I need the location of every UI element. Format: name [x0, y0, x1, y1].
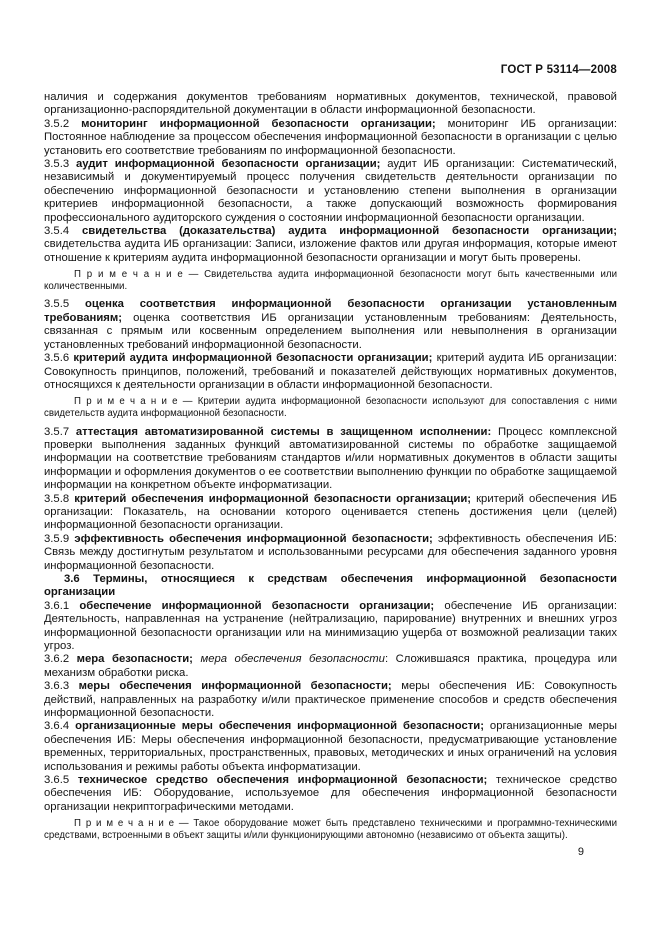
- text-run-regular: 3.5.5: [44, 298, 85, 311]
- text-run-bold: мера безопасности;: [76, 653, 193, 666]
- text-run-bold: 3.6 Термины, относящиеся к средствам обеспечения информационной безопасности организации: [44, 572, 617, 599]
- paragraph-term-3-6-5: [44, 774, 617, 814]
- text-run-regular: П р и м е ч а н и е — Критерии аудита информационной безопасности используют для сопоставления с ними свидетельств аудита информационной безопасности.: [44, 396, 617, 419]
- text-run-bold: аудит информационной безопасности организации;: [75, 158, 381, 171]
- text-run-bold: мониторинг информационной безопасности организации;: [81, 117, 436, 130]
- text-run-regular: : Сложившаяся практика, процедура или механизм обработки риска.: [44, 653, 618, 679]
- text-run-regular: Процесс комплексной проверки выполнения заданных функций автоматизированной системы по обработке защищаемой информации на соответствие требованиям стандартов и/или нормативных документов в области защиты информации и оформления документов о ее соответствии выполнению функции по обработке защищаемой информации на конкретном объекте информатизации.: [44, 425, 618, 492]
- paragraph-term-3-5-3: [44, 158, 617, 225]
- paragraph-note-3: [44, 818, 617, 841]
- text-run-bold: техническое средство обеспечения информационной безопасности;: [77, 774, 488, 787]
- paragraph-term-3-6-4: [44, 720, 617, 774]
- text-run-regular: мониторинг ИБ организации: Постоянное наблюдение за процессом обеспечения информационной безопасности в организации с целью установить его соответствие требованиям по информационной безопасности.: [44, 117, 618, 157]
- text-run-regular: 3.6.3: [44, 680, 79, 693]
- paragraph-continuation-3-5-1: [44, 91, 617, 118]
- text-run-regular: свидетельства аудита ИБ организации: Записи, изложение фактов или другая информация, которые имеют отношение к критериям аудита информационной безопасности организации и могут быть проверены.: [44, 238, 617, 264]
- paragraph-term-3-5-5: [44, 298, 617, 352]
- text-run-regular: П р и м е ч а н и е — Свидетельства аудита информационной безопасности могут быть качественными или количественными.: [44, 269, 617, 292]
- text-run-regular: 3.6.2: [44, 653, 77, 666]
- text-run-regular: 3.5.6: [44, 352, 74, 365]
- text-run-bold: меры обеспечения информационной безопасности;: [78, 680, 392, 693]
- text-run-regular: П р и м е ч а н и е — Такое оборудование может быть представлено техническими и программно-техническими средствами, встроенными в объект защиты и/или функционирующими автономно (независимо от объекта защиты).: [44, 818, 617, 841]
- paragraph-term-3-5-8: [44, 493, 617, 533]
- text-run-regular: 3.6.5: [44, 774, 78, 787]
- text-run-regular: техническое средство обеспечения ИБ: Оборудование, используемое для обеспечения информационной безопасности организации некриптографическими методами.: [44, 774, 618, 813]
- paragraph-heading-3-6: [44, 573, 617, 600]
- text-run-bold: критерий обеспечения информационной безопасности организации;: [74, 492, 472, 505]
- text-run-regular: аудит ИБ организации: Систематический, независимый и документируемый процесс получения свидетельств деятельности организации по обеспечению информационной безопасности и установлению степени выполнения в организации критериев информационной безопасности, а также допускающий возможность формирования профессионального аудиторского суждения о состоянии информационной безопасности организации.: [44, 158, 618, 224]
- text-run-regular: наличия и содержания документов требованиям нормативных документов, технической, правовой организационно-распорядительной документации в области информационной безопасности.: [44, 91, 617, 117]
- text-run-regular: меры обеспечения ИБ: Совокупность действий, направленных на разработку и/или практическое применение способов и средств обеспечения информационной безопасности.: [44, 680, 617, 720]
- paragraph-term-3-6-2: [44, 653, 617, 680]
- standard-designation: ГОСТ Р 53114—2008: [500, 64, 617, 76]
- paragraph-term-3-5-4: [44, 225, 617, 265]
- page-footer: [44, 846, 584, 858]
- paragraph-term-3-6-3: [44, 680, 617, 720]
- text-run-regular: 3.5.3: [44, 158, 76, 171]
- text-run-regular: 3.5.4: [44, 225, 82, 238]
- text-run-regular: критерий обеспечения ИБ организации: Показатель, на основании которого оценивается степень достижения цели (целей) информационной безопасности организации.: [44, 492, 618, 532]
- text-run-italic: мера обеспечения безопасности: [192, 653, 385, 666]
- text-run-bold: критерий аудита информационной безопасности организации;: [73, 352, 433, 365]
- text-run-bold: аттестация автоматизированной системы в защищенном исполнении:: [75, 425, 492, 438]
- text-run-regular: организационные меры обеспечения ИБ: Меры обеспечения информационной безопасности, предусматривающие установление временных, территориальных, пространственных, правовых, методических и иных ограничений на условия использования и режимы работы объекта информатизации.: [44, 720, 617, 773]
- text-run-bold: эффективность обеспечения информационной безопасности;: [74, 532, 433, 545]
- paragraph-term-3-5-2: [44, 118, 617, 158]
- text-run-bold: обеспечение информационной безопасности организации;: [79, 599, 435, 612]
- text-run-bold: свидетельства (доказательства) аудита информационной безопасности организации;: [81, 225, 617, 238]
- paragraph-note-2: [44, 396, 617, 419]
- page-number: 9: [577, 846, 584, 858]
- paragraph-term-3-6-1: [44, 600, 617, 654]
- text-run-regular: эффективность обеспечения ИБ: Связь между достигнутым результатом и использованными ресурсами для обеспечения заданного уровня информационной безопасности.: [44, 532, 618, 572]
- text-run-regular: 3.5.8: [44, 492, 75, 505]
- text-run-regular: обеспечение ИБ организации: Деятельность, направленная на устранение (нейтрализацию, парирование) внутренних и внешних угроз информационной безопасности организации или на минимизацию ущерба от возможной реализации таких угроз.: [44, 599, 618, 652]
- running-header: [44, 64, 617, 76]
- text-run-regular: 3.5.9: [44, 532, 75, 545]
- paragraph-term-3-5-6: [44, 352, 617, 392]
- text-run-regular: 3.6.1: [44, 599, 80, 612]
- text-run-regular: 3.5.2: [44, 117, 82, 130]
- paragraph-term-3-5-7: [44, 426, 617, 493]
- text-run-regular: критерий аудита ИБ организации: Совокупность принципов, положений, требований и показателей действующих нормативных документов, относящихся к деятельности организации в области информационной безопасности.: [44, 352, 618, 391]
- paragraph-note-1: [44, 269, 617, 292]
- paragraph-term-3-5-9: [44, 533, 617, 573]
- text-run-bold: оценка соответствия информационной безопасности организации установленным требованиям;: [44, 298, 618, 324]
- text-run-bold: организационные меры обеспечения информационной безопасности;: [75, 720, 484, 733]
- text-run-regular: 3.6.4: [44, 720, 76, 733]
- text-run-regular: 3.5.7: [44, 425, 76, 438]
- document-body: [44, 91, 617, 847]
- text-run-regular: оценка соответствия ИБ организации установленным требованиям: Деятельность, связанная с прямым или косвенным определением выполнения или невыполнения в организации установленных требований информационной безопасности.: [44, 311, 617, 351]
